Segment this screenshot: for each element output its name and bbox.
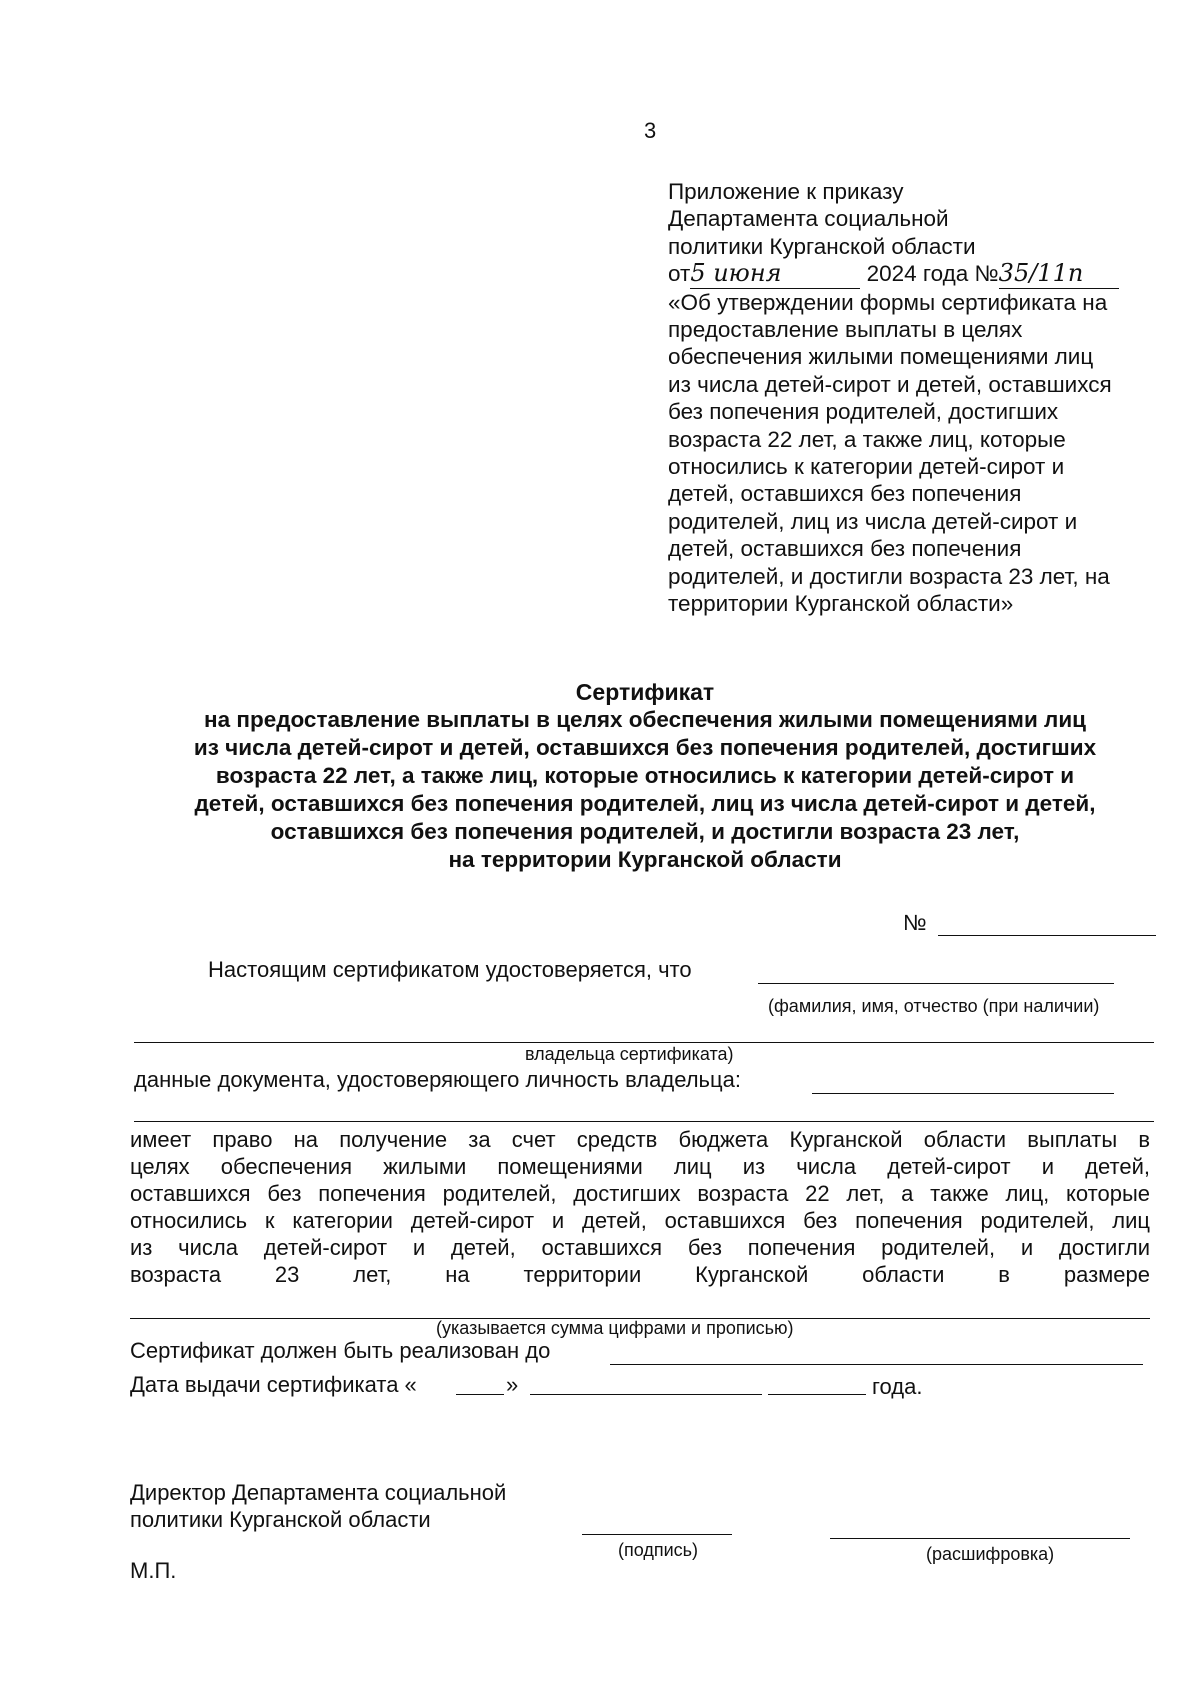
rights-line: из числа детей-сирот и детей, оставшихся без попечения родителей, и достигли xyxy=(130,1235,1150,1260)
director-line-2: политики Курганской области xyxy=(130,1507,431,1532)
rights-line: целях обеспечения жилыми помещениями лиц из числа детей-сирот и детей, xyxy=(130,1154,1150,1179)
title-line: на предоставление выплаты в целях обеспечения жилыми помещениями лиц xyxy=(204,707,1086,732)
issue-date-quote-close: » xyxy=(506,1372,519,1397)
rights-line: возраста 23 лет, на территории Курганской области в размере xyxy=(130,1262,1150,1287)
decode-field[interactable] xyxy=(830,1538,1130,1539)
annex-subject-line: из числа детей-сирот и детей, оставшихся xyxy=(668,371,1112,397)
owner-caption: владельца сертификата) xyxy=(525,1044,734,1064)
signature-caption: (подпись) xyxy=(618,1540,699,1560)
annex-line: Департамента социальной xyxy=(668,206,949,232)
rights-line: оставшихся без попечения родителей, достигших возраста 22 лет, а также лиц, которые xyxy=(130,1181,1150,1206)
id-document-field[interactable] xyxy=(812,1093,1114,1094)
certificate-title xyxy=(120,678,1170,874)
title-line: возраста 22 лет, а также лиц, которые относились к категории детей-сирот и xyxy=(215,763,1075,788)
number-field[interactable] xyxy=(938,935,1156,936)
order-year: 2024 года № xyxy=(866,261,999,287)
order-prefix: от xyxy=(668,261,691,287)
annex-subject-line: детей, оставшихся без попечения xyxy=(668,536,1022,562)
director-line-1: Директор Департамента социальной xyxy=(130,1480,507,1505)
number-label: № xyxy=(903,910,927,935)
fio-field-continued[interactable] xyxy=(134,1042,1154,1043)
page-number: 3 xyxy=(644,118,657,143)
rights-line: имеет право на получение за счет средств бюджета Курганской области выплаты в xyxy=(130,1127,1150,1152)
rights-paragraph xyxy=(130,1126,1150,1288)
annex-subject-line: возраста 22 лет, а также лиц, которые xyxy=(668,426,1066,452)
annex-subject-line: территории Курганской области» xyxy=(668,591,1014,617)
annex-subject-line: относились к категории детей-сирот и xyxy=(668,454,1065,480)
certify-text: Настоящим сертификатом удостоверяется, что xyxy=(208,957,692,982)
annex-subject-line: «Об утверждении формы сертификата на xyxy=(668,289,1108,315)
annex-subject-line: предоставление выплаты в целях xyxy=(668,317,1023,343)
annex-block xyxy=(668,178,1188,618)
annex-subject-line: без попечения родителей, достигших xyxy=(668,399,1059,425)
issue-year-field[interactable] xyxy=(768,1394,866,1395)
annex-subject-line: родителей, и достигли возраста 23 лет, на xyxy=(668,563,1110,589)
title-line: на территории Курганской области xyxy=(448,847,842,872)
id-document-field-continued[interactable] xyxy=(134,1121,1154,1122)
order-number-handwritten: 35/11п xyxy=(999,260,1119,288)
issue-month-field[interactable] xyxy=(530,1394,762,1395)
issue-day-field[interactable] xyxy=(456,1394,504,1395)
annex-line: политики Курганской области xyxy=(668,233,976,259)
order-date-handwritten: 5 июня xyxy=(690,260,860,288)
annex-subject-line: родителей, лиц из числа детей-сирот и xyxy=(668,508,1078,534)
issue-date-label: Дата выдачи сертификата « xyxy=(130,1372,417,1397)
annex-subject-line: обеспечения жилыми помещениями лиц xyxy=(668,344,1094,370)
decode-caption: (расшифровка) xyxy=(926,1544,1055,1564)
fio-field[interactable] xyxy=(758,983,1114,984)
signature-field[interactable] xyxy=(582,1534,732,1535)
valid-until-field[interactable] xyxy=(610,1364,1143,1365)
annex-subject-line: детей, оставшихся без попечения xyxy=(668,481,1022,507)
title-line: детей, оставшихся без попечения родителей, лиц из числа детей-сирот и детей, xyxy=(194,791,1096,816)
fio-caption: (фамилия, имя, отчество (при наличии) xyxy=(768,996,1100,1016)
rights-line: относились к категории детей-сирот и детей, оставшихся без попечения родителей, лиц xyxy=(130,1208,1150,1233)
issue-date-suffix: года. xyxy=(872,1374,923,1399)
amount-caption: (указывается сумма цифрами и прописью) xyxy=(436,1318,794,1338)
id-document-label: данные документа, удостоверяющего личность владельца: xyxy=(134,1067,741,1092)
title-line: оставшихся без попечения родителей, и достигли возраста 23 лет, xyxy=(270,819,1020,844)
valid-until-label: Сертификат должен быть реализован до xyxy=(130,1338,551,1363)
seal-placeholder: М.П. xyxy=(130,1558,177,1583)
title-heading: Сертификат xyxy=(575,679,715,705)
order-date-line xyxy=(668,260,1188,288)
title-line: из числа детей-сирот и детей, оставшихся без попечения родителей, достигших xyxy=(193,735,1097,760)
annex-line: Приложение к приказу xyxy=(668,179,904,204)
